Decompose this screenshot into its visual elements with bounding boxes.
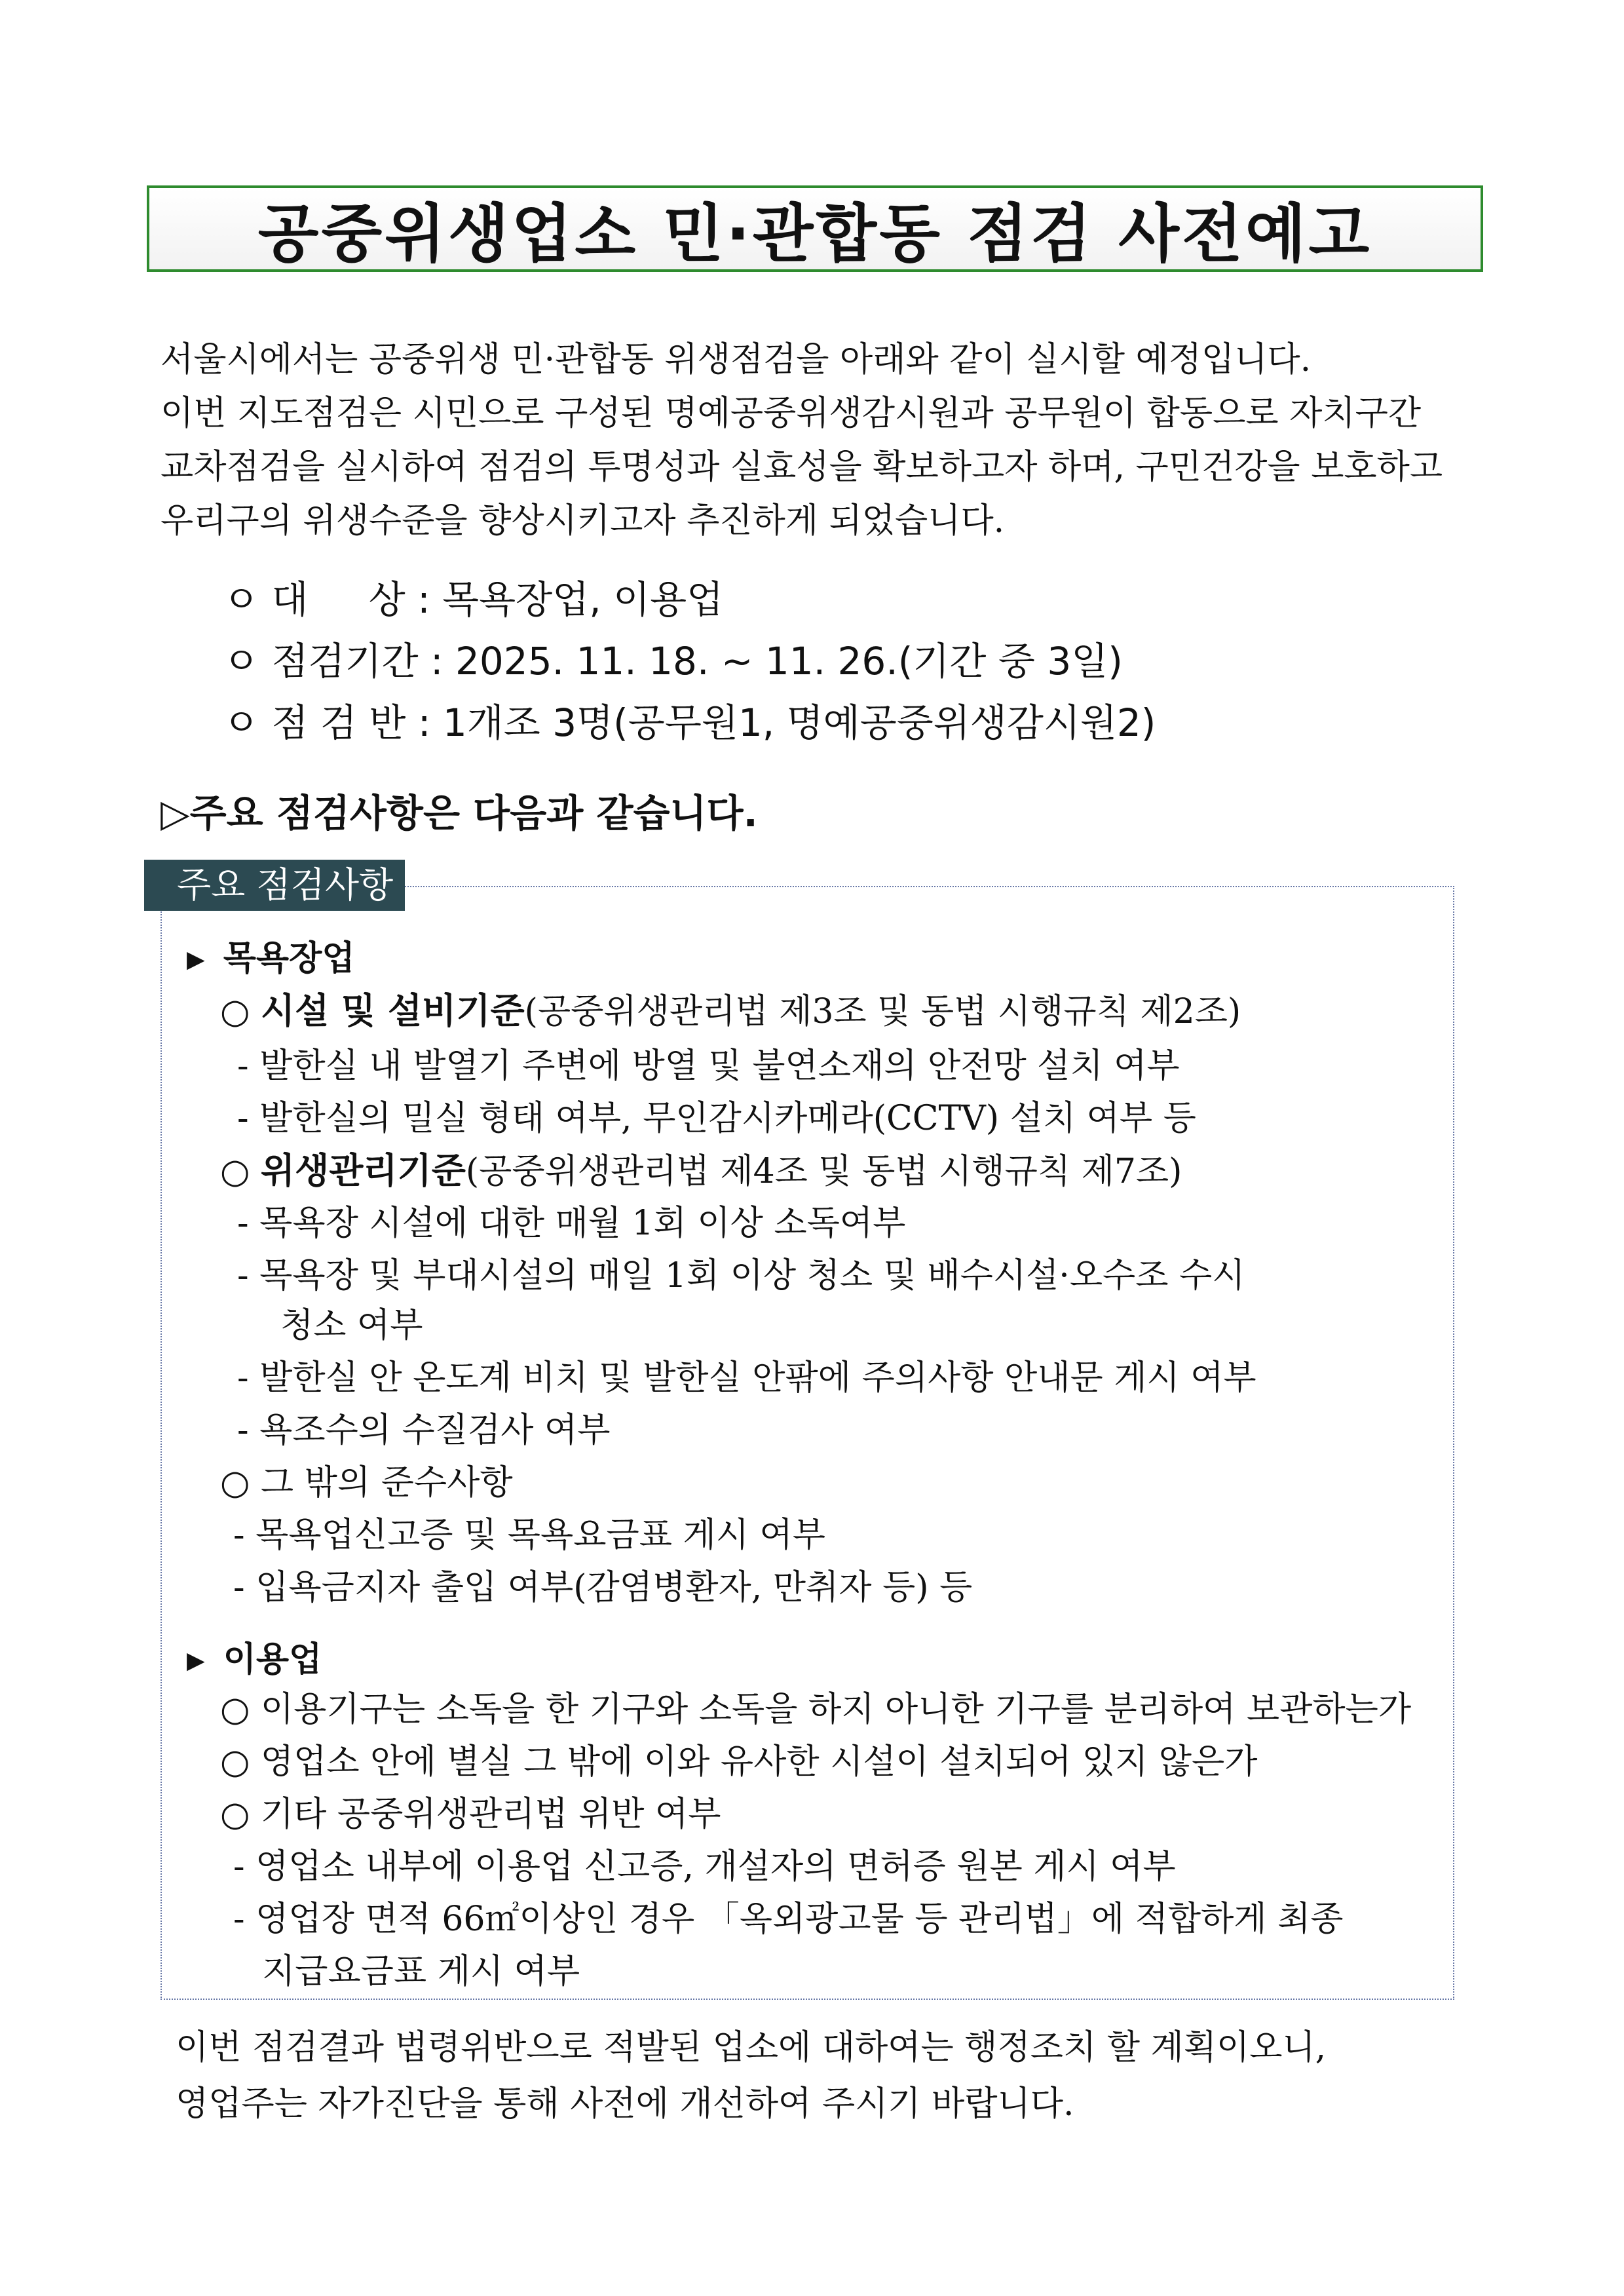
barber-item: ○ 영업소 안에 별실 그 밖에 이와 유사한 시설이 설치되어 있지 않은가 [220,1742,1258,1782]
info-team: ㅇ 점 검 반 : 1개조 3명(공무원1, 명예공중위생감시원2) [223,700,1156,745]
intro-line: 우리구의 위생수준을 향상시키고자 추진하게 되었습니다. [161,501,1005,541]
section-barber [187,1632,322,1681]
section-heading: 이용업 [223,1640,322,1679]
inspection-items-tab: 주요 점검사항 [144,860,405,911]
hygiene-item: - 목욕장 및 부대시설의 매일 1회 이상 청소 및 배수시설·오수조 수시 [237,1256,1245,1295]
barber-item: ○ 이용기구는 소독을 한 기구와 소독을 하지 아니한 기구를 분리하여 보관하는가 [220,1690,1412,1729]
hygiene-item: - 욕조수의 수질검사 여부 [237,1411,611,1450]
facility-item: - 발한실의 밀실 형태 여부, 무인감시카메라(CCTV) 설치 여부 등 [237,1099,1196,1138]
lead-statement: ▷주요 점검사항은 다음과 같습니다. [161,791,758,835]
inspection-info-list [223,569,1156,754]
facility-standard-heading: ○ 시설 및 설비기준(공중위생관리법 제3조 및 동법 시행규칙 제2조) [220,990,1241,1031]
title-box [147,185,1483,272]
section-bathhouse [187,930,355,980]
section-heading: 목욕장업 [223,939,355,978]
hygiene-bold: 위생관리기준 [260,1150,466,1191]
barber-subitem: - 영업장 면적 66㎡이상인 경우 「옥외광고물 등 관리법」에 적합하게 최종 [233,1900,1344,1939]
page-title: 공중위생업소 민·관합동 점검 사전예고 [257,197,1372,271]
other-rules-heading: ○ 그 밖의 준수사항 [220,1463,513,1502]
facility-law: (공중위생관리법 제3조 및 동법 시행규칙 제2조) [524,992,1241,1031]
info-target: ㅇ 대 상 : 목욕장업, 이용업 [223,577,724,622]
facility-bold: 시설 및 설비기준 [260,990,525,1031]
triangle-bullet-icon: ▶ [187,1647,205,1674]
hygiene-law: (공중위생관리법 제4조 및 동법 시행규칙 제7조) [465,1152,1182,1191]
other-rules-item: - 목욕업신고증 및 목욕요금표 게시 여부 [233,1516,825,1555]
barber-subitem-continued: 지급요금표 게시 여부 [262,1952,580,1991]
facility-item: - 발한실 내 발열기 주변에 방열 및 불연소재의 안전망 설치 여부 [237,1046,1180,1086]
hygiene-standard-heading: ○ 위생관리기준(공중위생관리법 제4조 및 동법 시행규칙 제7조) [220,1150,1182,1191]
barber-item: ○ 기타 공중위생관리법 위반 여부 [220,1795,721,1834]
other-rules-item: - 입욕금지자 출입 여부(감염병환자, 만취자 등) 등 [233,1568,973,1607]
closing-line: 이번 점검결과 법령위반으로 적발된 업소에 대하여는 행정조치 할 계획이오니, [176,2028,1327,2067]
hygiene-item: - 목욕장 시설에 대한 매월 1회 이상 소독여부 [237,1204,906,1243]
info-period: ㅇ 점검기간 : 2025. 11. 18. ~ 11. 26.(기간 중 3일) [223,639,1123,683]
intro-line: 이번 지도점검은 시민으로 구성된 명예공중위생감시원과 공무원이 합동으로 자치구간 [161,394,1422,433]
hygiene-item-continued: 청소 여부 [280,1306,423,1345]
closing-line: 영업주는 자가진단을 통해 사전에 개선하여 주시기 바랍니다. [176,2084,1074,2124]
intro-paragraph [161,333,1497,548]
hygiene-item: - 발한실 안 온도계 비치 및 발한실 안팎에 주의사항 안내문 게시 여부 [237,1358,1256,1398]
triangle-bullet-icon: ▶ [187,946,205,973]
barber-subitem: - 영업소 내부에 이용업 신고증, 개설자의 면허증 원본 게시 여부 [233,1847,1176,1886]
closing-paragraph [176,2019,1326,2132]
intro-line: 서울시에서는 공중위생 민·관합동 위생점검을 아래와 같이 실시할 예정입니다. [161,340,1312,379]
intro-line: 교차점검을 실시하여 점검의 투명성과 실효성을 확보하고자 하며, 구민건강을 보호하고 [161,448,1443,487]
